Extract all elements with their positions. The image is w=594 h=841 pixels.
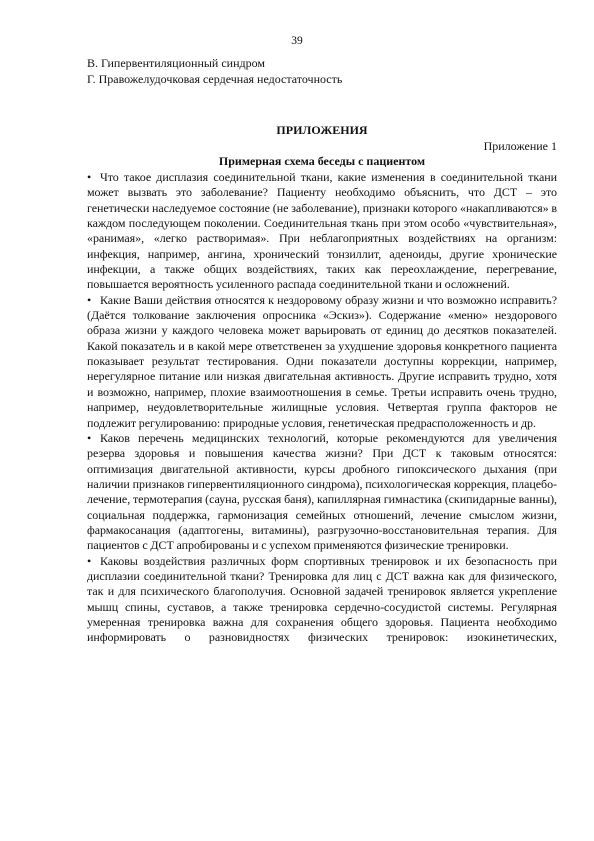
paragraph-lifestyle (87, 293, 557, 431)
paragraph-text: Каковы воздействия различных форм спортивных тренировок и их безопасность при дисплазии соединительной ткани? Тренировка для лиц с ДСТ важна как для физического, так и для психического благополучия. Основной задачей тренировок является укрепление мышц спины, суставов, а также тренировка сердечно-сосудистой системы. Регулярная умеренная тренировка важна для сохранения общего здоровья. Пациента необходимо информировать о разновидностях физических тренировок: изокинетических, (87, 553, 557, 645)
paragraph-technologies (87, 431, 557, 554)
appendix-label: Приложение 1 (483, 139, 557, 153)
paragraph-text: Каков перечень медицинских технологий, которые рекомендуются для увеличения резерва здоровья и повышения качества жизни? При ДСТ к таковым относятся: оптимизация двигательной активности, курсы дробного гипоксического дыхания (при наличии признаков гипервентиляционного синдрома), психологическая коррекция, плацебо-лечение, термотерапия (сауна, русская баня), капиллярная гимнастика (скипидарные ванны), социальная поддержка, гармонизация семейных отношений, лечение смыслом жизни, фармакосанация (адаптогены, витамины), разгрузочно-восстановительная терапия. Для пациентов с ДСТ апробированы и с успехом применяются физические тренировки. (87, 430, 557, 553)
section-heading: ПРИЛОЖЕНИЯ (276, 123, 368, 137)
bullet-icon: • (87, 430, 92, 445)
answer-options (87, 55, 557, 87)
conversation-scheme-body (87, 170, 557, 646)
paragraph-training (87, 554, 557, 646)
paragraph-text: Что такое дисплазия соединительной ткани, какие изменения в соединительной ткани может вызвать это заболевание? Пациенту необходимо объяснить, что ДСТ – это генетически наследуемое состояние (не заболевание), признаки которого «накапливаются» в каждом последующем поколении. Соединительная ткань при этом особо «чувствительная», «ранимая», «легко растворимая». При неблагоприятных воздействиях на организм: инфекция, например, ангина, хронический тонзиллит, аденоиды, другие хронические инфекции, а также общих воздействиях, таких как переохлаждение, перегревание, повышается вероятность усиленного распада соединительной ткани и осложнений. (87, 170, 557, 292)
bullet-icon: • (87, 292, 92, 307)
answer-option-v: В. Гипервентиляционный синдром (87, 56, 265, 70)
bullet-icon: • (87, 553, 92, 568)
page-number: 39 (291, 35, 303, 47)
paragraph-text: Какие Ваши действия относятся к нездоровому образу жизни и что возможно исправить? (Даётся толкование заключения опросника «Эскиз»). Содержание «меню» нездорового образа жизни у каждого человека может варьировать от единиц до десятков показателей. Какой показатель и в какой мере ответственен за ухудшение здоровья конкретного пациента показывает результат тестирования. Одни показатели доступны коррекции, например, нерегулярное питание или низкая двигательная активность. Другие исправить трудно, хотя и возможно, например, плохие взаимоотношения в семье. Третьи исправить очень трудно, например, неудовлетворительные жилищные условия. Четвертая группа факторов не подлежит регулированию: природные условия, генетическая предрасположенность и др. (87, 292, 557, 430)
answer-option-g: Г. Правожелудочковая сердечная недостаточность (87, 72, 343, 86)
paragraph-dst-definition (87, 170, 557, 293)
scheme-title: Примерная схема беседы с пациентом (218, 154, 426, 168)
bullet-icon: • (87, 170, 92, 184)
